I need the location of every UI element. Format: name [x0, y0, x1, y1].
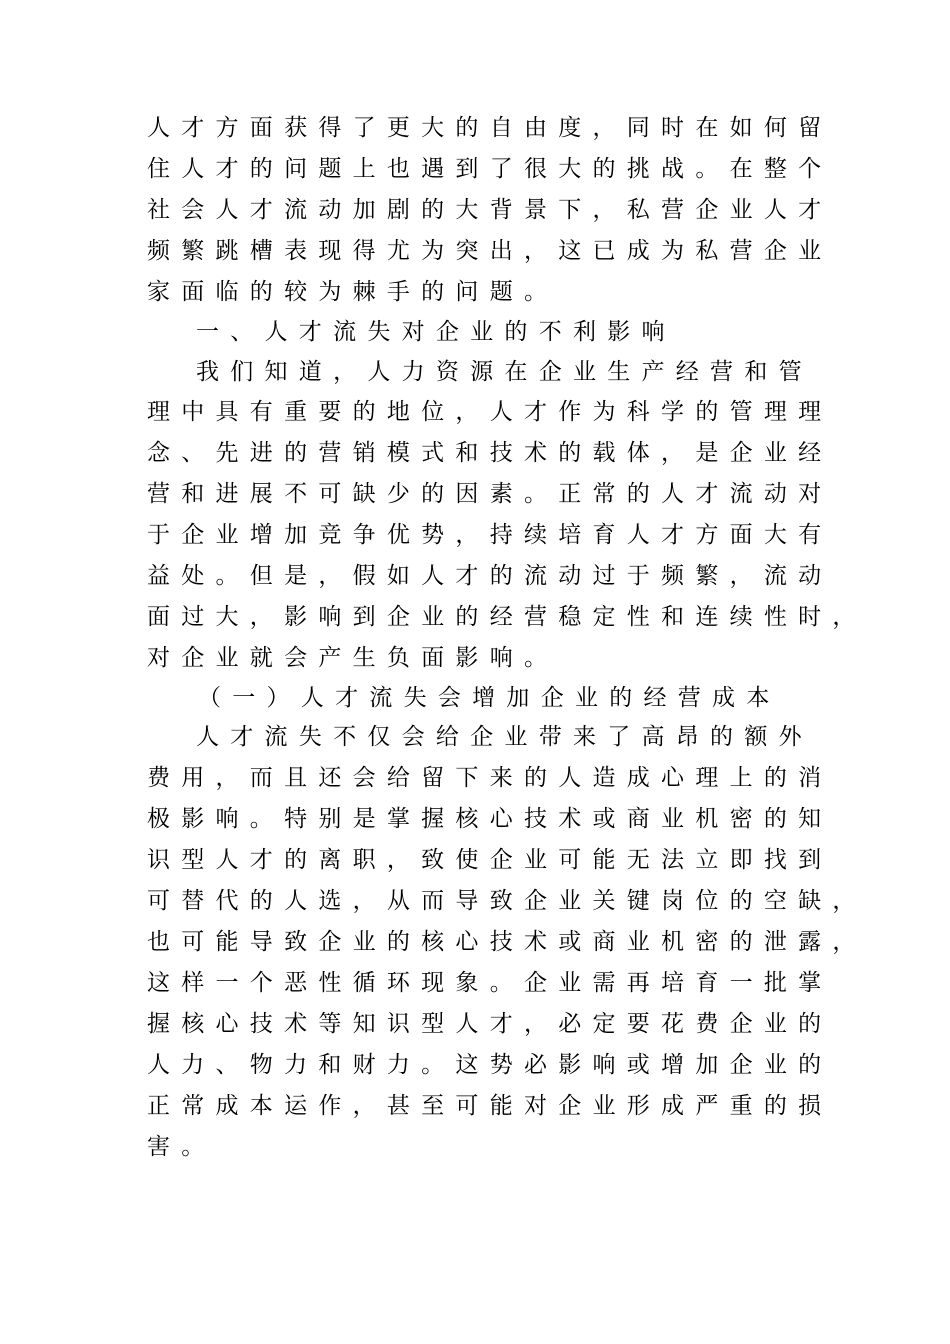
paragraph-first-line: 我们知道，人力资源在企业生产经营和管 — [196, 359, 813, 385]
body-text-line: 识型人才的离职，致使企业可能无法立即找到 — [147, 847, 833, 873]
body-text-line: 人力、物力和财力。这势必影响或增加企业的 — [147, 1052, 833, 1078]
body-text-line: 频繁跳槽表现得尤为突出，这已成为私营企业 — [147, 238, 833, 264]
body-text-line: 人才方面获得了更大的自由度，同时在如何留 — [147, 115, 833, 141]
paragraph-first-line: 人才流失不仅会给企业带来了高昂的额外 — [196, 724, 813, 750]
body-text-line: 家面临的较为棘手的问题。 — [147, 279, 559, 305]
body-text-line: 也可能导致企业的核心技术或商业机密的泄露， — [147, 929, 867, 955]
body-text-line: 极影响。特别是掌握核心技术或商业机密的知 — [147, 806, 833, 832]
body-text-line: 这样一个恶性循环现象。企业需再培育一批掌 — [147, 970, 833, 996]
subsection-heading: （一）人才流失会增加企业的经营成本 — [198, 685, 781, 711]
section-heading: 一、人才流失对企业的不利影响 — [196, 319, 676, 345]
body-text-line: 可替代的人选，从而导致企业关键岗位的空缺， — [147, 888, 867, 914]
body-text-line: 害。 — [147, 1134, 216, 1160]
body-text-line: 握核心技术等知识型人才，必定要花费企业的 — [147, 1011, 833, 1037]
body-text-line: 念、先进的营销模式和技术的载体，是企业经 — [147, 440, 833, 466]
body-text-line: 正常成本运作，甚至可能对企业形成严重的损 — [147, 1093, 833, 1119]
body-text-line: 住人才的问题上也遇到了很大的挑战。在整个 — [147, 156, 833, 182]
body-text-line: 益处。但是，假如人才的流动过于频繁，流动 — [147, 563, 833, 589]
body-text-line: 对企业就会产生负面影响。 — [147, 645, 559, 671]
body-text-line: 营和进展不可缺少的因素。正常的人才流动对 — [147, 481, 833, 507]
body-text-line: 费用，而且还会给留下来的人造成心理上的消 — [147, 765, 833, 791]
body-text-line: 于企业增加竞争优势，持续培育人才方面大有 — [147, 522, 833, 548]
body-text-line: 社会人才流动加剧的大背景下，私营企业人才 — [147, 197, 833, 223]
body-text-line: 理中具有重要的地位，人才作为科学的管理理 — [147, 399, 833, 425]
body-text-line: 面过大，影响到企业的经营稳定性和连续性时， — [147, 604, 867, 630]
